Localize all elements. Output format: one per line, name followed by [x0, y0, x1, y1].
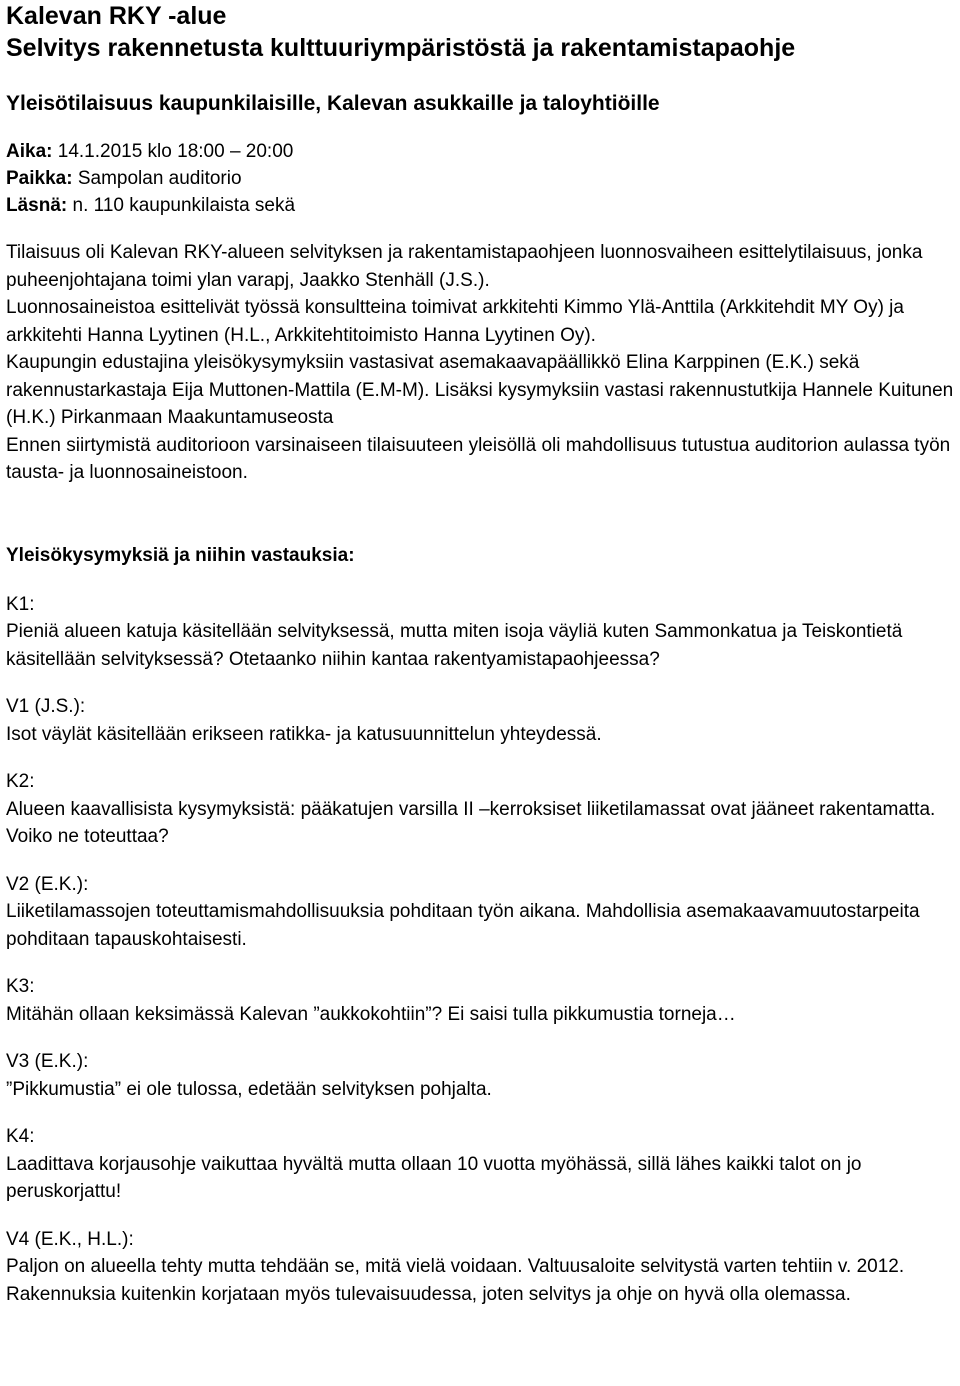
answer-label: V1 (J.S.):	[6, 696, 86, 717]
place-row	[6, 165, 954, 192]
intro-paragraph: Luonnosaineistoa esittelivät työssä konsultteina toimivat arkkitehti Kimmo Ylä-Anttila (Arkkitehdit MY Oy) ja arkkitehti Hanna Lyytinen (H.L., Arkkitehtitoimisto Hanna Lyytinen Oy).	[6, 297, 904, 346]
question-text: Mitähän ollaan keksimässä Kalevan ”aukkokohtiin”? Ei saisi tulla pikkumustia torneja…	[6, 1003, 736, 1025]
intro-paragraph: Kaupungin edustajina yleisökysymyksiin vastasivat asemakaavapäällikkö Elina Karppinen (E.K.) sekä rakennustarkastaja Eija Muttonen-Mattila (E.M-M). Lisäksi kysymyksiin vastasi rakennustutkija Hannele Kuitunen (H.K.) Pirkanmaan Maakuntamuseosta	[6, 352, 954, 428]
time-row	[6, 138, 954, 165]
question-label: K4:	[6, 1126, 35, 1147]
intro-paragraph: Tilaisuus oli Kalevan RKY-alueen selvityksen ja rakentamistapaohjeen luonnosvaiheen esittelytilaisuus, jonka puheenjohtajana toimi ylan varapj, Jaakko Stenhäll (J.S.).	[6, 242, 923, 291]
question-label: K1:	[6, 593, 35, 615]
answer-text: Liiketilamassojen toteuttamismahdollisuuksia pohditaan työn aikana. Mahdollisia asemakaavamuutostarpeita pohditaan tapauskohtaisesti.	[6, 901, 920, 950]
place-value: Sampolan auditorio	[77, 168, 242, 189]
document-title: Kalevan RKY -alue	[6, 2, 227, 30]
place-label: Paikka:	[6, 168, 73, 189]
qa-heading: Yleisökysymyksiä ja niihin vastauksia:	[6, 544, 355, 566]
answer-label: V2 (E.K.):	[6, 873, 89, 895]
answer-label: V4 (E.K., H.L.):	[6, 1228, 134, 1250]
answer-label: V3 (E.K.):	[6, 1051, 89, 1072]
document-title-line2: Selvitys rakennetusta kulttuuriympäristöstä ja rakentamistapaohje	[6, 34, 796, 62]
event-meta	[6, 138, 954, 219]
question-label: K2:	[6, 771, 35, 792]
question-text: Pieniä alueen katuja käsitellään selvityksessä, mutta miten isoja väyliä kuten Sammonkatua ja Teiskontietä käsitellään selvityksessä? Otetaanko niihin kantaa rakentyamistapaohjeessa?	[6, 621, 903, 670]
intro-section	[6, 239, 954, 487]
answer-text: Isot väylät käsitellään erikseen ratikka- ja katusuunnittelun yhteydessä.	[6, 723, 602, 745]
event-subtitle: Yleisötilaisuus kaupunkilaisille, Kalevan asukkaille ja taloyhtiöille	[6, 92, 660, 115]
time-label: Aika:	[6, 141, 53, 162]
question-label: K3:	[6, 976, 35, 997]
answer-text: ”Pikkumustia” ei ole tulossa, edetään selvityksen pohjalta.	[6, 1078, 492, 1100]
present-row	[6, 192, 954, 219]
intro-paragraph: Ennen siirtymistä auditorioon varsinaiseen tilaisuuteen yleisöllä oli mahdollisuus tutustua auditorion aulassa työn tausta- ja luonnosaineistoon.	[6, 434, 951, 483]
time-value: 14.1.2015 klo 18:00 – 20:00	[57, 141, 294, 162]
answer-text: Paljon on alueella tehty mutta tehdään se, mitä vielä voidaan. Valtuusaloite selvitystä varten tehtiin v. 2012. Rakennuksia kuitenkin korjataan myös tulevaisuudessa, joten selvitys ja ohje on hyvä olla olemassa.	[6, 1256, 905, 1305]
qa-section	[6, 591, 954, 1309]
question-text: Laadittava korjausohje vaikuttaa hyvältä mutta ollaan 10 vuotta myöhässä, sillä lähes kaikki talot on jo peruskorjattu!	[6, 1153, 862, 1202]
present-value: n. 110 kaupunkilaista sekä	[72, 195, 296, 216]
document-page	[6, 0, 954, 1308]
question-text: Alueen kaavallisista kysymyksistä: pääkatujen varsilla II –kerroksiset liiketilamassat ovat jääneet rakentamatta. Voiko ne toteuttaa?	[6, 798, 936, 847]
present-label: Läsnä:	[6, 195, 68, 216]
